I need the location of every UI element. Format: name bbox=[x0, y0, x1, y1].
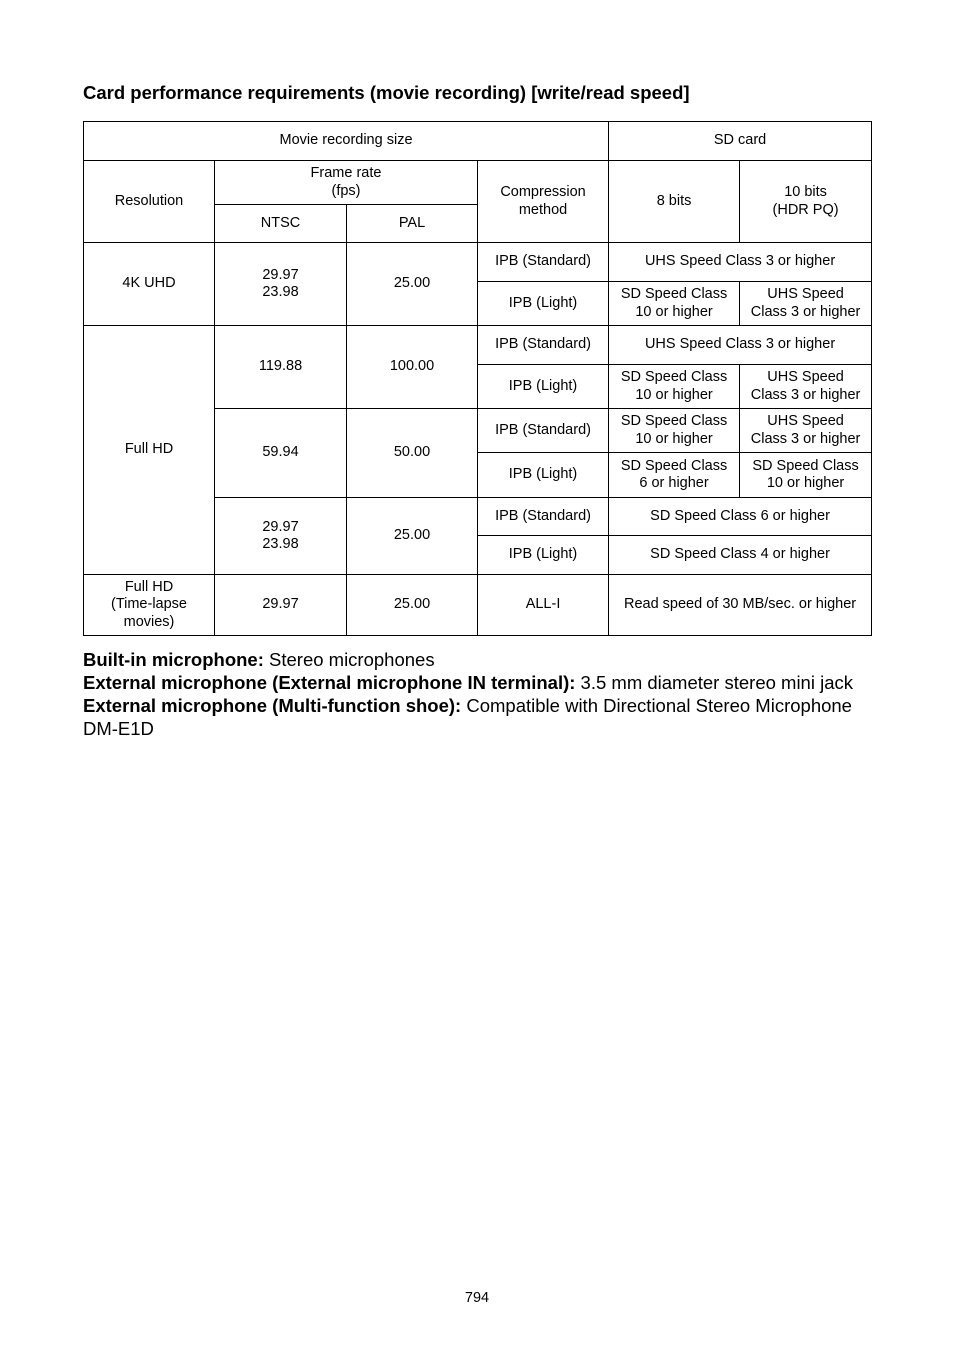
external-terminal-microphone-note bbox=[83, 671, 873, 694]
ntsc-cell bbox=[215, 498, 347, 575]
ntsc-cell bbox=[215, 243, 347, 326]
ntsc-cell: 29.97 bbox=[215, 575, 347, 636]
resolution-cell: 4K UHD bbox=[84, 243, 215, 326]
sd-card-8bit-cell bbox=[609, 409, 740, 453]
sd-card-line: 10 or higher bbox=[635, 386, 713, 403]
microphone-notes bbox=[83, 648, 873, 740]
note-label: External microphone (External microphone IN terminal): bbox=[83, 672, 576, 693]
table-row bbox=[84, 243, 872, 282]
ntsc-value: 23.98 bbox=[262, 536, 299, 552]
ntsc-value: 29.97 bbox=[262, 266, 299, 283]
sd-card-line: 10 or higher bbox=[766, 475, 845, 491]
compression-cell: IPB (Standard) bbox=[478, 409, 609, 453]
header-8-bits: 8 bits bbox=[609, 161, 740, 243]
sd-card-8bit-cell bbox=[609, 365, 740, 409]
builtin-microphone-note bbox=[83, 648, 873, 671]
header-ntsc: NTSC bbox=[215, 205, 347, 243]
ntsc-cell: 59.94 bbox=[215, 409, 347, 498]
pal-cell: 50.00 bbox=[347, 409, 478, 498]
header-resolution: Resolution bbox=[84, 161, 215, 243]
table-row bbox=[84, 575, 872, 636]
header-10-bits-line: (HDR PQ) bbox=[772, 201, 839, 218]
header-10-bits bbox=[740, 161, 872, 243]
ntsc-value: 23.98 bbox=[262, 284, 299, 300]
header-compression-method bbox=[478, 161, 609, 243]
pal-cell: 25.00 bbox=[347, 243, 478, 326]
compression-cell: IPB (Light) bbox=[478, 365, 609, 409]
sd-card-cell: SD Speed Class 4 or higher bbox=[609, 536, 872, 575]
sd-card-8bit-cell bbox=[609, 453, 740, 498]
sd-card-line: Class 3 or higher bbox=[750, 386, 861, 403]
sd-card-cell: UHS Speed Class 3 or higher bbox=[609, 326, 872, 365]
header-compression-line: Compression bbox=[500, 184, 586, 200]
sd-card-line: UHS Speed bbox=[767, 286, 844, 302]
sd-card-line: UHS Speed bbox=[767, 413, 844, 429]
sd-card-10bit-cell bbox=[740, 453, 872, 498]
compression-cell: IPB (Standard) bbox=[478, 498, 609, 536]
table-header-row bbox=[84, 122, 872, 161]
pal-cell: 25.00 bbox=[347, 498, 478, 575]
header-frame-rate bbox=[215, 161, 478, 205]
header-compression-line: method bbox=[518, 201, 568, 218]
resolution-cell bbox=[84, 575, 215, 636]
compression-cell: ALL-I bbox=[478, 575, 609, 636]
sd-card-line: Class 3 or higher bbox=[750, 430, 861, 447]
resolution-line: movies) bbox=[123, 613, 175, 630]
table-header-row bbox=[84, 161, 872, 205]
resolution-cell: Full HD bbox=[84, 326, 215, 575]
section-title: Card performance requirements (movie recording) [write/read speed] bbox=[83, 82, 690, 103]
sd-card-line: SD Speed Class bbox=[620, 457, 728, 474]
sd-card-line: Class 3 or higher bbox=[750, 303, 861, 320]
compression-cell: IPB (Light) bbox=[478, 282, 609, 326]
sd-card-line: SD Speed Class bbox=[620, 369, 728, 385]
header-sd-card: SD card bbox=[609, 122, 872, 161]
note-text: 3.5 mm diameter stereo mini jack bbox=[575, 672, 853, 693]
sd-card-8bit-cell bbox=[609, 282, 740, 326]
compression-cell: IPB (Light) bbox=[478, 536, 609, 575]
note-label: Built-in microphone: bbox=[83, 649, 264, 670]
compression-cell: IPB (Standard) bbox=[478, 326, 609, 365]
sd-card-line: SD Speed Class bbox=[752, 457, 859, 474]
note-text: Stereo microphones bbox=[263, 649, 435, 670]
page-number: 794 bbox=[464, 1290, 490, 1306]
note-text: Compatible with Directional Stereo Microphone DM-E1D bbox=[83, 695, 852, 739]
external-shoe-microphone-note bbox=[83, 694, 873, 740]
ntsc-cell: 119.88 bbox=[215, 326, 347, 409]
resolution-line: (Time-lapse bbox=[110, 596, 187, 613]
header-movie-recording-size: Movie recording size bbox=[84, 122, 609, 161]
sd-card-line: SD Speed Class bbox=[620, 286, 728, 302]
resolution-line: Full HD bbox=[124, 578, 174, 595]
sd-card-cell: Read speed of 30 MB/sec. or higher bbox=[609, 575, 872, 636]
sd-card-line: SD Speed Class bbox=[620, 413, 728, 429]
ntsc-value: 29.97 bbox=[262, 518, 299, 535]
header-frame-rate-line: Frame rate bbox=[310, 165, 382, 181]
table-row bbox=[84, 326, 872, 365]
sd-card-10bit-cell bbox=[740, 365, 872, 409]
sd-card-10bit-cell bbox=[740, 282, 872, 326]
header-10-bits-line: 10 bits bbox=[784, 184, 827, 200]
card-requirements-table bbox=[83, 121, 872, 636]
note-label: External microphone (Multi-function shoe): bbox=[83, 695, 462, 716]
sd-card-10bit-cell bbox=[740, 409, 872, 453]
sd-card-cell: UHS Speed Class 3 or higher bbox=[609, 243, 872, 282]
sd-card-line: 6 or higher bbox=[639, 475, 709, 491]
sd-card-cell: SD Speed Class 6 or higher bbox=[609, 498, 872, 536]
sd-card-line: 10 or higher bbox=[635, 303, 713, 320]
sd-card-line: UHS Speed bbox=[767, 369, 844, 385]
compression-cell: IPB (Standard) bbox=[478, 243, 609, 282]
sd-card-line: 10 or higher bbox=[635, 430, 713, 447]
compression-cell: IPB (Light) bbox=[478, 453, 609, 498]
header-frame-rate-line: (fps) bbox=[331, 182, 361, 199]
header-pal: PAL bbox=[347, 205, 478, 243]
pal-cell: 100.00 bbox=[347, 326, 478, 409]
pal-cell: 25.00 bbox=[347, 575, 478, 636]
